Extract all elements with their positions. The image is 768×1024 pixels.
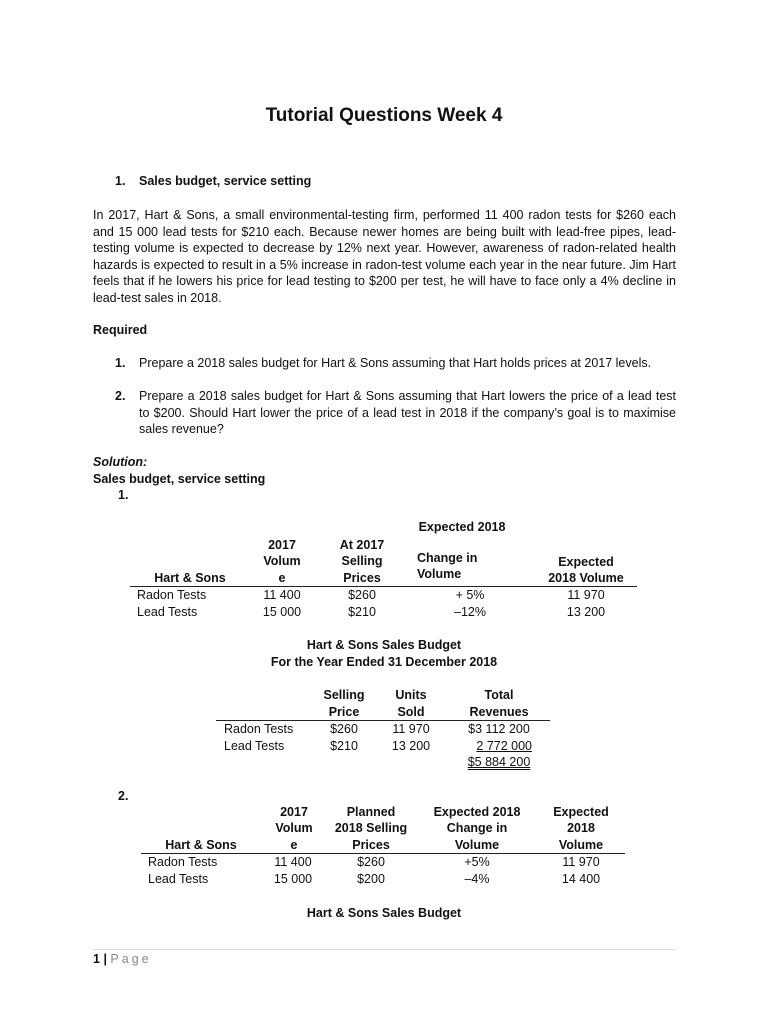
question-body: In 2017, Hart & Sons, a small environmental-testing firm, performed 11 400 radon tests for $260 each and 15 000 lead tests for $210 each. Because newer homes are being built with lead-free pipes, lead-testing volume is expected to decrease by 12% next year. However, awareness of radon-related health hazards is expected to result in a 5% increase in radon-test volume each year in the near future. Jim Hart feels that if he lowers his price for lead testing to $200 per test, he will have to face only a 4% decline in lead-test sales in 2018. bbox=[93, 208, 676, 305]
table-cell: 14 400 bbox=[561, 872, 601, 886]
table-header: e bbox=[278, 571, 286, 585]
table-header: Total bbox=[484, 688, 514, 702]
table-cell: Radon Tests bbox=[137, 588, 207, 602]
table-cell: –4% bbox=[464, 872, 490, 886]
table-header: Volume bbox=[454, 838, 500, 852]
table-header: Volume bbox=[558, 838, 604, 852]
table-header: Expected bbox=[553, 805, 609, 819]
table-cell: $260 bbox=[348, 588, 376, 602]
table-cell: 11 400 bbox=[263, 588, 301, 602]
page-footer bbox=[93, 951, 152, 968]
table-cell: Lead Tests bbox=[137, 605, 198, 619]
footer-divider bbox=[93, 949, 676, 950]
table-header: Sold bbox=[397, 705, 425, 719]
table-cell: 15 000 bbox=[273, 872, 313, 886]
required-item-text: Prepare a 2018 sales budget for Hart & Sons assuming that Hart holds prices at 2017 levels. bbox=[139, 356, 652, 370]
table-header: Volum bbox=[275, 821, 313, 835]
table-cell: $210 bbox=[348, 605, 376, 619]
table-cell: 11 970 bbox=[567, 588, 605, 602]
required-item bbox=[93, 388, 676, 438]
table-header: Selling bbox=[323, 688, 365, 702]
table-cell: Lead Tests bbox=[224, 739, 285, 753]
part-number: 1. bbox=[118, 488, 129, 502]
table-cell: 11 970 bbox=[562, 855, 600, 869]
table-header: 2018 Selling bbox=[334, 821, 408, 835]
table-cell: –12% bbox=[454, 605, 486, 619]
table-header: Planned bbox=[346, 805, 396, 819]
table-group-header: Expected 2018 bbox=[418, 520, 506, 534]
table-cell: 11 970 bbox=[392, 722, 430, 736]
required-item-number: 1. bbox=[115, 356, 126, 370]
required-item bbox=[93, 355, 676, 372]
table-header: Expected 2018 bbox=[433, 805, 521, 819]
table-header: Hart & Sons bbox=[165, 838, 237, 852]
required-label: Required bbox=[93, 323, 148, 337]
table-header: Change in bbox=[417, 551, 478, 565]
table-cell: + 5% bbox=[455, 588, 485, 602]
table-header: Prices bbox=[352, 838, 390, 852]
page-title: Tutorial Questions Week 4 bbox=[265, 105, 503, 126]
table-cell: $200 bbox=[357, 872, 385, 886]
table-cell: 13 200 bbox=[391, 739, 431, 753]
table-header: 2017 bbox=[280, 805, 308, 819]
table-cell: 15 000 bbox=[262, 605, 302, 619]
budget-title: Hart & Sons Sales Budget bbox=[306, 638, 462, 652]
table-header: Change in bbox=[446, 821, 508, 835]
page-number: 1 bbox=[93, 952, 100, 966]
table-cell: +5% bbox=[464, 855, 490, 869]
table-header: Volume bbox=[417, 567, 462, 581]
required-item-number: 2. bbox=[115, 389, 126, 403]
table-cell: 13 200 bbox=[566, 605, 606, 619]
table-cell: 11 400 bbox=[274, 855, 312, 869]
table-cell: $260 bbox=[330, 722, 358, 736]
table-cell: $3 112 200 bbox=[468, 722, 530, 736]
table-cell: Lead Tests bbox=[148, 872, 209, 886]
required-item-text: Prepare a 2018 sales budget for Hart & Sons assuming that Hart lowers the price of a lead test to $200. Should Hart lower the price of a lead test in 2018 if the company’s goal is to maximise sales revenue? bbox=[139, 389, 676, 436]
table-header: 2018 Volume bbox=[548, 571, 624, 585]
part-number: 2. bbox=[118, 789, 129, 803]
table-header: Revenues bbox=[469, 705, 529, 719]
table-header: 2017 bbox=[268, 538, 296, 552]
table-cell: 2 772 000 bbox=[476, 739, 532, 753]
page-label: Page bbox=[110, 952, 152, 966]
question-heading: Sales budget, service setting bbox=[139, 174, 312, 188]
table-header: At 2017 bbox=[339, 538, 385, 552]
footer-separator: | bbox=[103, 952, 107, 966]
table-header: Prices bbox=[343, 571, 381, 585]
table-header: Units bbox=[395, 688, 427, 702]
budget-total: $5 884 200 bbox=[467, 755, 531, 769]
budget-subtitle: For the Year Ended 31 December 2018 bbox=[270, 655, 498, 669]
table-header: Hart & Sons bbox=[154, 571, 226, 585]
table-header: e bbox=[290, 838, 298, 852]
question-number: 1. bbox=[115, 174, 126, 188]
solution-heading: Sales budget, service setting bbox=[93, 472, 266, 486]
table-header: Selling bbox=[341, 554, 383, 568]
table-cell: $210 bbox=[330, 739, 358, 753]
table-cell: $260 bbox=[357, 855, 385, 869]
budget-title: Hart & Sons Sales Budget bbox=[306, 906, 462, 920]
solution-label: Solution: bbox=[93, 455, 148, 469]
table-header: Price bbox=[328, 705, 360, 719]
table-header: Volum bbox=[263, 554, 301, 568]
table-cell: Radon Tests bbox=[148, 855, 218, 869]
table-header: Expected bbox=[558, 555, 614, 569]
table-header: 2018 bbox=[567, 821, 595, 835]
table-cell: Radon Tests bbox=[224, 722, 294, 736]
